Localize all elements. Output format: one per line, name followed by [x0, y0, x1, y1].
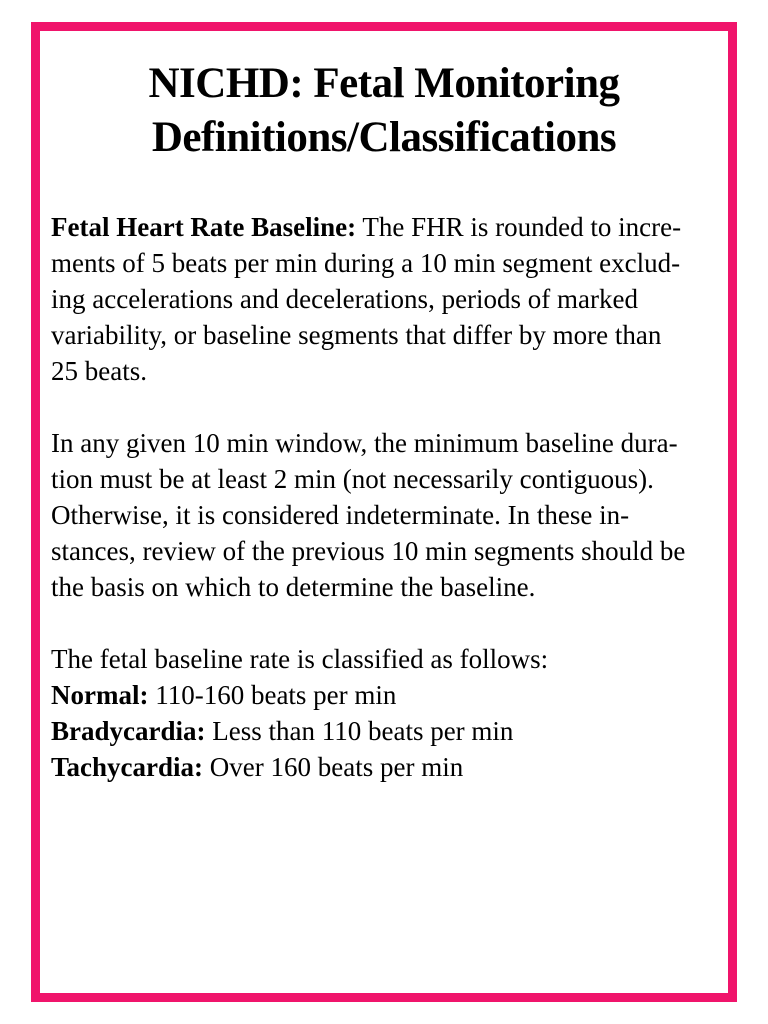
definition-card	[31, 22, 737, 1002]
paragraph-line: ments of 5 beats per min during a 10 min segment exclud-	[51, 248, 681, 278]
paragraph-line: ing accelerations and decelerations, periods of marked	[51, 284, 638, 314]
classification-normal: Normal: 110-160 beats per min	[51, 680, 397, 710]
classification-intro: The fetal baseline rate is classified as follows:	[51, 644, 549, 674]
paragraph-spacer	[51, 605, 731, 641]
card-body	[51, 209, 731, 785]
page-title	[40, 57, 728, 165]
paragraph-line: Otherwise, it is considered indeterminate. In these in-	[51, 500, 630, 530]
baseline-definition-paragraph	[51, 209, 731, 389]
baseline-duration-paragraph	[51, 425, 731, 605]
classification-bradycardia: Bradycardia: Less than 110 beats per min	[51, 716, 514, 746]
paragraph-line: variability, or baseline segments that differ by more than	[51, 320, 662, 350]
paragraph-line: In any given 10 min window, the minimum baseline dura-	[51, 428, 678, 458]
paragraph-line: Fetal Heart Rate Baseline: The FHR is rounded to incre-	[51, 212, 682, 242]
title-line-2: Definitions/Classifications	[151, 114, 617, 161]
paragraph-line: 25 beats.	[51, 356, 147, 386]
paragraph-spacer	[51, 389, 731, 425]
term-fhr-baseline: Fetal Heart Rate Baseline:	[51, 212, 357, 242]
classification-tachycardia: Tachycardia: Over 160 beats per min	[51, 752, 464, 782]
paragraph-line: stances, review of the previous 10 min segments should be	[51, 536, 686, 566]
title-line-1: NICHD: Fetal Monitoring	[148, 60, 620, 107]
paragraph-line: the basis on which to determine the baseline.	[51, 572, 536, 602]
paragraph-line: tion must be at least 2 min (not necessarily contiguous).	[51, 464, 654, 494]
classification-list	[51, 641, 731, 785]
